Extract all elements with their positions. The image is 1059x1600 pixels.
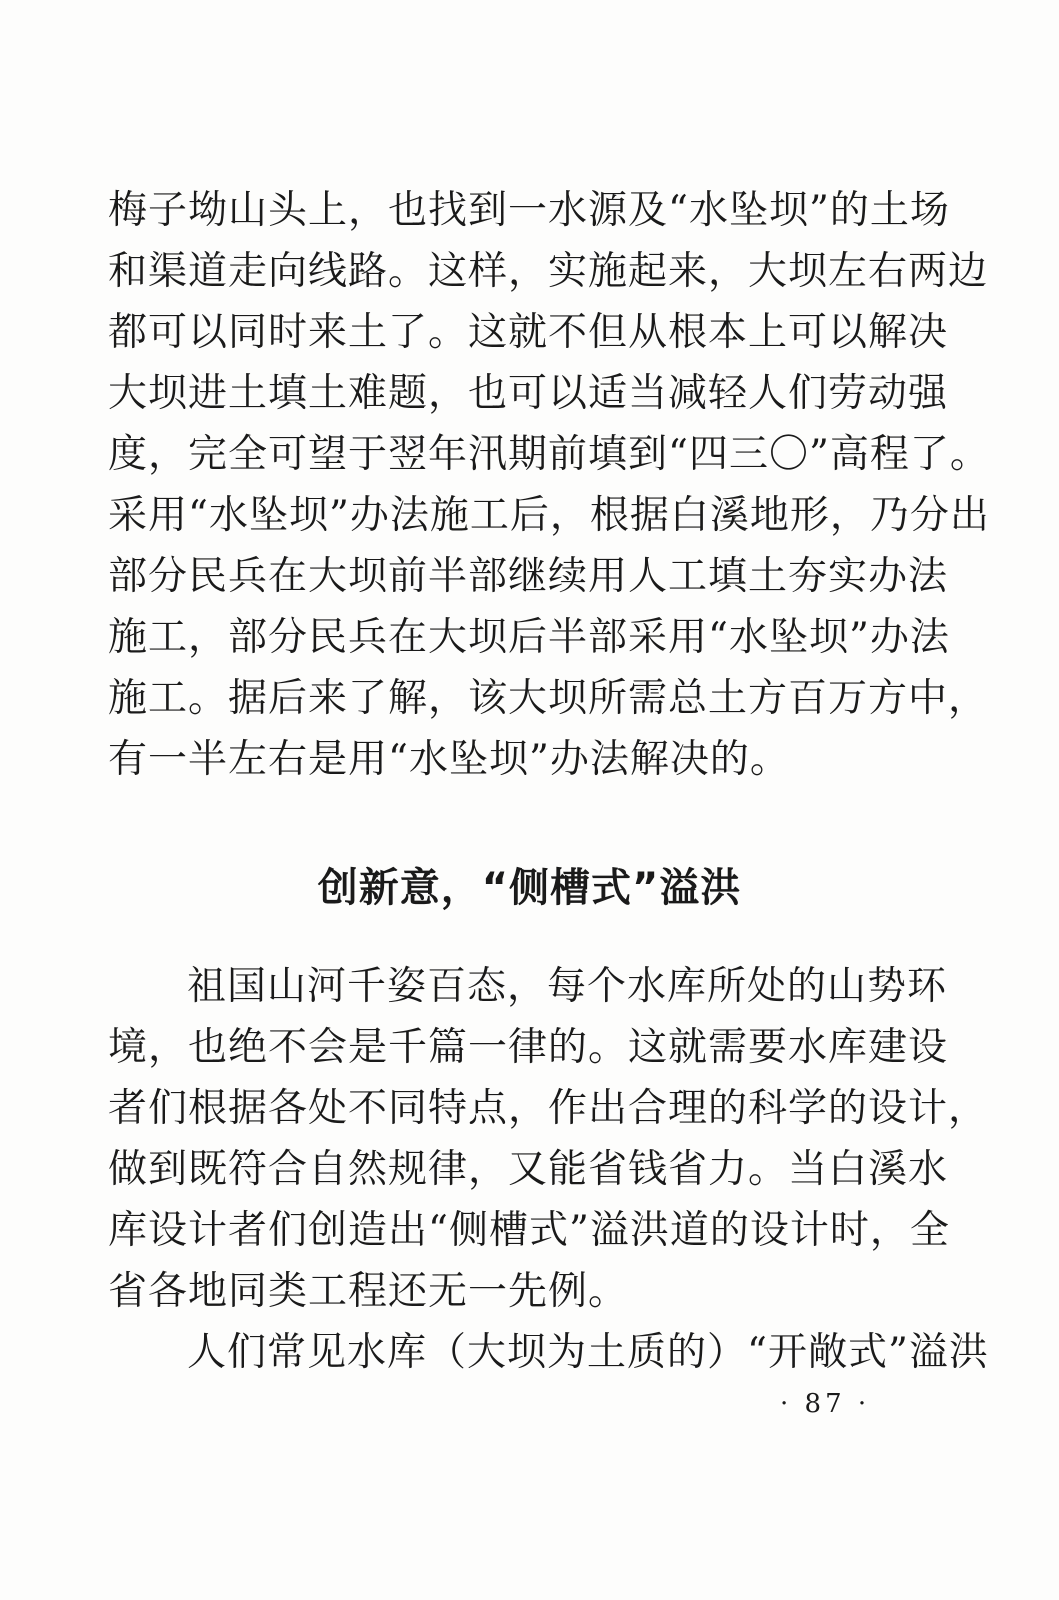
section-heading: 创新意，“侧槽式”溢洪: [317, 865, 742, 911]
text-line: 做到既符合自然规律，又能省钱省力。当白溪水: [108, 1147, 949, 1192]
text-line: 梅子坳山头上，也找到一水源及“水坠坝”的土场: [108, 188, 950, 233]
text-line: 和渠道走向线路。这样，实施起来，大坝左右两边: [108, 249, 989, 294]
text-line: 大坝进土填土难题，也可以适当减轻人们劳动强: [108, 371, 949, 416]
paragraph-two: [108, 956, 989, 1322]
text-line: 省各地同类工程还无一先例。: [108, 1269, 629, 1314]
text-line: 祖国山河千姿百态，每个水库所处的山势环: [187, 964, 948, 1009]
text-line: 采用“水坠坝”办法施工后，根据白溪地形，乃分出: [108, 493, 990, 538]
paragraph-three: [108, 1322, 989, 1383]
paragraph-continued: [108, 180, 990, 790]
text-line: 者们根据各处不同特点，作出合理的科学的设计，: [108, 1086, 989, 1131]
text-line: 人们常见水库（大坝为土质的）“开敞式”溢洪: [187, 1330, 989, 1375]
text-line: 部分民兵在大坝前半部继续用人工填土夯实办法: [108, 554, 949, 599]
page-number: · 87 ·: [780, 1389, 871, 1419]
text-line: 施工，部分民兵在大坝后半部采用“水坠坝”办法: [108, 615, 950, 660]
text-line: 都可以同时来土了。这就不但从根本上可以解决: [108, 310, 949, 355]
text-line: 库设计者们创造出“侧槽式”溢洪道的设计时，全: [108, 1208, 950, 1253]
text-line: 度，完全可望于翌年汛期前填到“四三〇”高程了。: [108, 432, 990, 477]
text-line: 有一半左右是用“水坠坝”办法解决的。: [108, 737, 790, 782]
text-line: 境，也绝不会是千篇一律的。这就需要水库建设: [108, 1025, 949, 1070]
text-line: 施工。据后来了解，该大坝所需总土方百万方中，: [108, 676, 989, 721]
